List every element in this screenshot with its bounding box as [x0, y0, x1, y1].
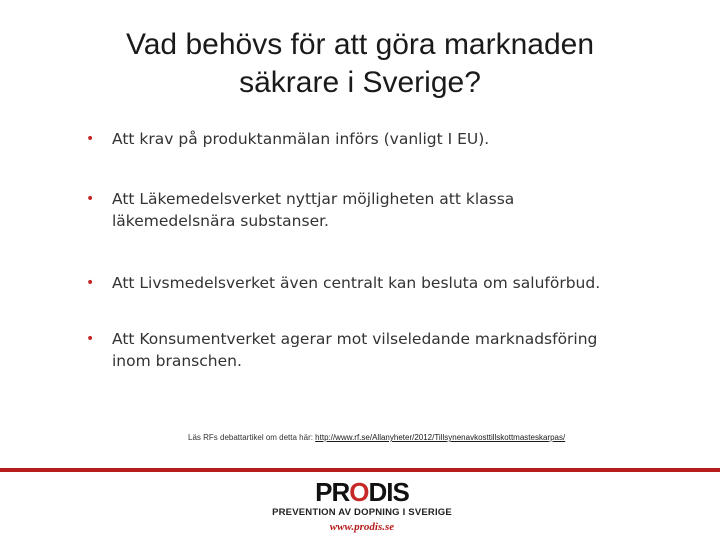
footer-divider — [0, 468, 720, 472]
bullet-item — [86, 328, 672, 372]
source-link[interactable]: http://www.rf.se/Allanyheter/2012/Tillsynenavkosttillskottmasteskarpas/ — [315, 433, 566, 442]
source-note-text: Läs RFs debattartikel om detta här: — [188, 433, 316, 442]
slide-title-line-2: säkrare i Sverige? — [239, 66, 481, 99]
bullet-marker: • — [86, 331, 95, 347]
logo-wordmark-part: DIS — [368, 477, 409, 507]
bullet-text-line-2: läkemedelsnära substanser. — [112, 212, 329, 230]
bullet-text-line-1: Att krav på produktanmälan införs (vanligt I EU). — [112, 130, 490, 148]
bullet-item — [86, 272, 672, 294]
slide-title — [60, 26, 660, 102]
slide-title-line-1: Vad behövs för att göra marknaden — [125, 28, 595, 61]
logo-tagline: PREVENTION AV DOPNING I SVERIGE — [272, 507, 452, 518]
logo-url: www.prodis.se — [329, 521, 395, 533]
bullet-marker: • — [86, 131, 95, 147]
bullet-item — [86, 128, 672, 150]
bullet-item — [86, 188, 672, 232]
bullet-text-line-1: Att Läkemedelsverket nyttjar möjligheten att klassa — [112, 190, 515, 208]
logo-wordmark-part: PR — [315, 477, 350, 507]
bullet-marker: • — [86, 191, 95, 207]
source-note — [188, 433, 565, 442]
bullet-text-line-1: Att Konsumentverket agerar mot vilseledande marknadsföring — [112, 330, 598, 348]
logo-wordmark — [262, 478, 462, 506]
bullet-text-line-2: inom branschen. — [112, 352, 242, 370]
bullet-marker: • — [86, 275, 95, 291]
bullet-text-line-1: Att Livsmedelsverket även centralt kan besluta om saluförbud. — [112, 274, 601, 292]
prodis-logo — [262, 478, 462, 533]
logo-wordmark-accent: O — [349, 477, 369, 507]
